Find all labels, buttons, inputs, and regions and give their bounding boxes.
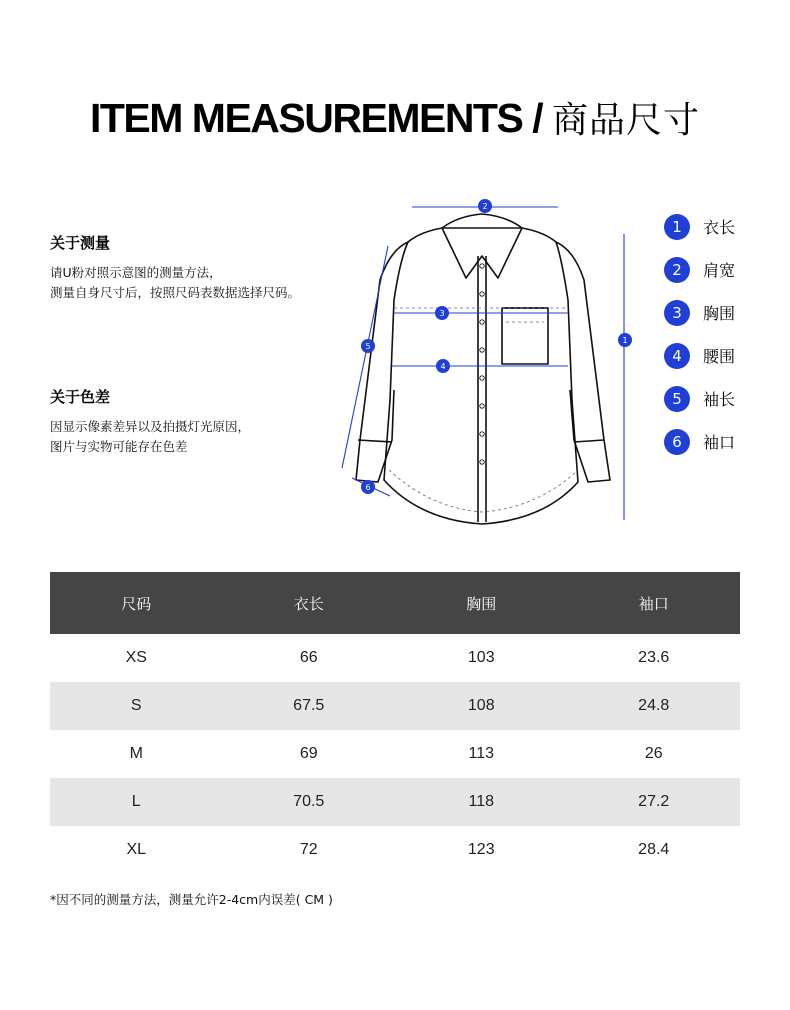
table-cell: 118 — [468, 793, 494, 810]
legend-number-badge: 6 — [664, 429, 690, 455]
legend-label: 袖长 — [703, 390, 736, 409]
table-cell: 69 — [299, 745, 318, 762]
table-cell: 72 — [299, 841, 318, 858]
table-cell: 70.5 — [293, 793, 325, 810]
marker-6: 6 — [365, 483, 371, 492]
legend-item — [664, 420, 735, 463]
table-cell: 28.4 — [638, 841, 670, 858]
marker-1: 1 — [622, 336, 628, 345]
size-table — [50, 572, 740, 874]
marker-3: 3 — [439, 309, 445, 318]
table-cell: 103 — [467, 649, 495, 666]
measurement-note-line: 测量自身尺寸后，按照尺码表数据选择尺码。 — [50, 285, 301, 300]
color-note-line: 因显示像素差异以及拍摄灯光原因， — [50, 419, 251, 434]
measurement-note-title: 关于测量 — [50, 234, 111, 252]
marker-5: 5 — [365, 342, 371, 351]
color-note-title: 关于色差 — [50, 388, 111, 406]
header-cuff: 袖口 — [638, 594, 669, 613]
measurement-footnote: *因不同的测量方法，测量允许2-4cm内误差( CM ) — [50, 892, 333, 907]
table-row — [50, 730, 740, 778]
header-length: 衣长 — [293, 594, 324, 613]
legend-item — [664, 334, 735, 377]
legend-item — [664, 205, 735, 248]
measurement-note — [50, 232, 300, 303]
measurement-note-line: 请U粉对照示意图的测量方法， — [50, 265, 222, 280]
legend-item — [664, 291, 735, 334]
shirt-buttons — [480, 264, 484, 464]
table-cell: M — [129, 745, 143, 762]
legend-label: 袖口 — [703, 433, 736, 452]
legend-number-badge: 5 — [664, 386, 690, 412]
table-row — [50, 682, 740, 730]
header-chest: 胸围 — [466, 594, 497, 613]
table-cell: 23.6 — [638, 649, 670, 666]
table-header — [50, 572, 740, 634]
legend-label: 肩宽 — [703, 261, 736, 280]
shirt-diagram — [330, 190, 650, 535]
table-cell: XS — [125, 649, 147, 666]
table-row — [50, 634, 740, 682]
table-row — [50, 778, 740, 826]
marker-2: 2 — [482, 202, 488, 211]
page-title — [0, 92, 790, 143]
table-cell: S — [130, 697, 142, 714]
table-cell: 108 — [467, 697, 495, 714]
table-cell: 123 — [467, 841, 495, 858]
table-cell: 27.2 — [638, 793, 670, 810]
table-cell: 113 — [468, 745, 494, 762]
legend-item — [664, 248, 735, 291]
header-size: 尺码 — [121, 594, 152, 613]
table-cell: 67.5 — [293, 697, 325, 714]
table-cell: L — [131, 793, 141, 810]
marker-4: 4 — [440, 362, 446, 371]
legend-number-badge: 4 — [664, 343, 690, 369]
legend-number-badge: 2 — [664, 257, 690, 283]
legend-label: 衣长 — [703, 218, 736, 237]
color-note — [50, 386, 250, 457]
table-cell: 26 — [644, 745, 663, 762]
table-row — [50, 826, 740, 874]
color-note-line: 图片与实物可能存在色差 — [50, 439, 188, 454]
table-cell: 24.8 — [638, 697, 670, 714]
legend-number-badge: 3 — [664, 300, 690, 326]
legend-number-badge: 1 — [664, 214, 690, 240]
legend-item — [664, 377, 735, 420]
legend-label: 腰围 — [703, 347, 736, 366]
table-cell: 66 — [299, 649, 318, 666]
table-cell: XL — [126, 841, 147, 858]
measurement-markers — [361, 199, 632, 494]
title-cn: 商品尺寸 — [552, 100, 701, 141]
legend-label: 胸围 — [703, 304, 736, 323]
title-en: ITEM MEASUREMENTS / — [89, 95, 552, 141]
measurement-legend — [664, 205, 735, 463]
shirt-outline — [356, 214, 610, 524]
